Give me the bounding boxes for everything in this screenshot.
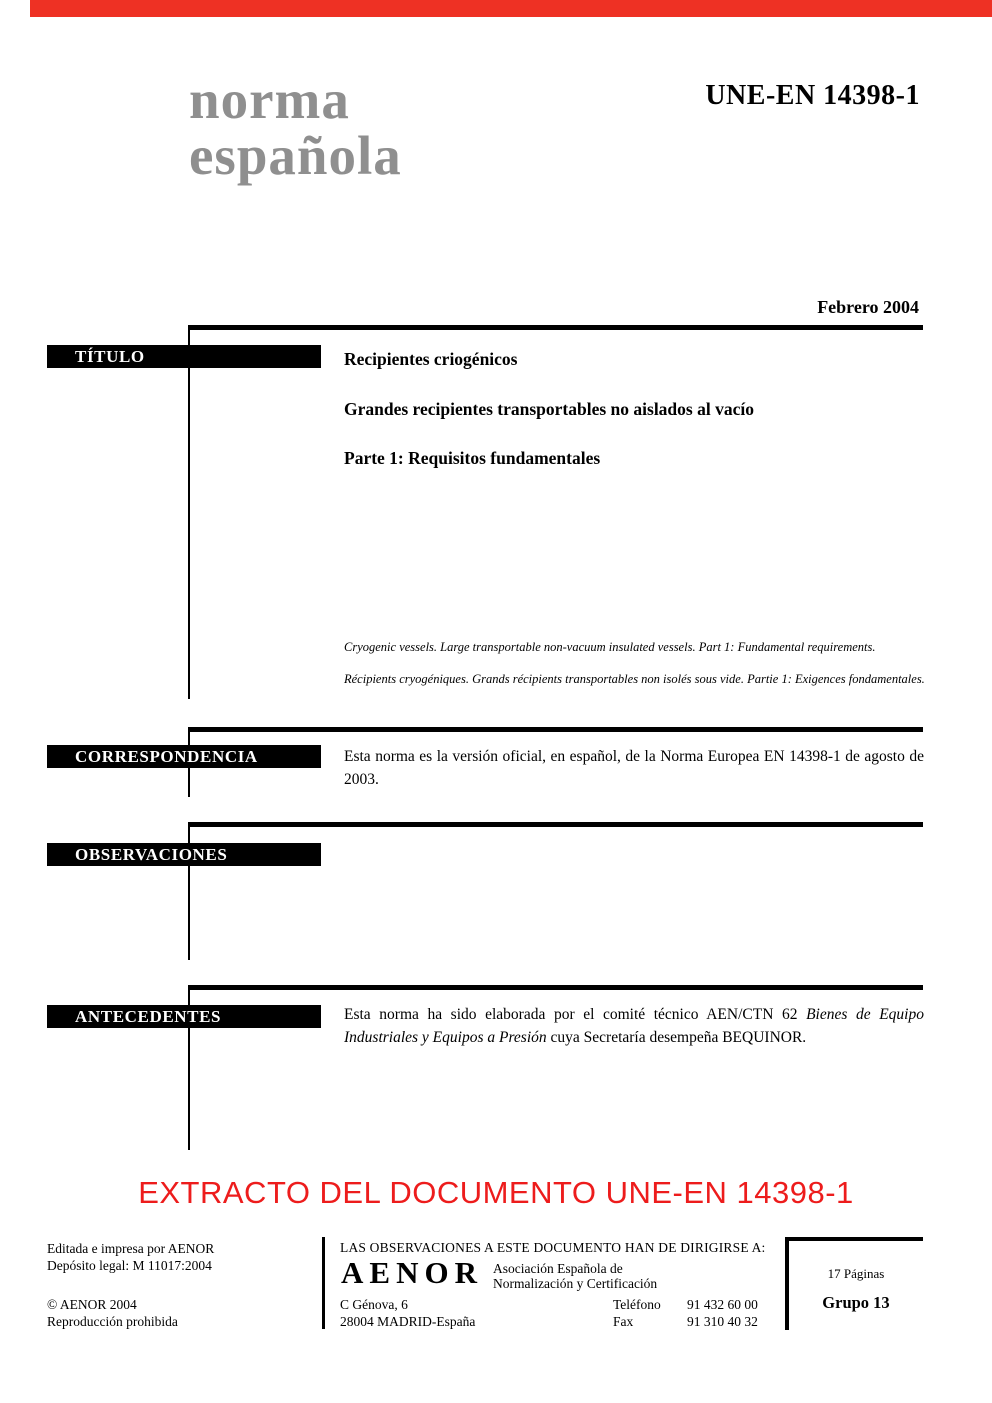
phone-fax-numbers [687,1296,758,1330]
antecedentes-body-committee-name: Bienes de Equipo Industriales y Equipos a Presión [344,1006,924,1046]
footer-imprint-line-1: Editada e impresa por AENOR [47,1241,215,1256]
fax-number: 91 310 40 32 [687,1314,758,1329]
footer-observations-notice: LAS OBSERVACIONES A ESTE DOCUMENTO HAN DE DIRIGIRSE A: [340,1240,766,1255]
antecedentes-section-bar [47,1005,321,1028]
title-translation-french: Récipients cryogéniques. Grands récipients transportables non isolés sous vide. Partie 1: Exigences fondamentales. [344,672,925,686]
antecedentes-body-prefix: Esta norma ha sido elaborada por el comité técnico AEN/CTN 62 [344,1006,807,1023]
group-number: Grupo 13 [822,1293,890,1312]
aenor-description-line-2: Normalización y Certificación [493,1276,658,1291]
footer-imprint-line-2: Depósito legal: M 11017:2004 [47,1258,212,1273]
antecedentes-body-suffix: cuya Secretaría desempeña BEQUINOR. [546,1029,807,1046]
phone-number: 91 432 60 00 [687,1297,758,1312]
title-line-2: Grandes recipientes transportables no aislados al vacío [344,399,754,419]
footer-column-divider [322,1237,325,1329]
aenor-description [493,1261,657,1291]
title-translation-english: Cryogenic vessels. Large transportable non-vacuum insulated vessels. Part 1: Fundamental requirements. [344,640,876,654]
document-code: UNE-EN 14398-1 [705,80,920,111]
footer-imprint-block [47,1240,214,1274]
aenor-address-line-2: 28004 MADRID-España [340,1314,476,1329]
publication-date: Febrero 2004 [817,297,919,317]
correspondencia-label: CORRESPONDENCIA [75,746,258,766]
phone-label: Teléfono [613,1297,661,1312]
footer-copyright-block [47,1296,178,1330]
group-box-left-border [785,1237,789,1330]
aenor-address-block [340,1296,475,1330]
titulo-section-bar [47,345,321,368]
antecedentes-top-rule [188,985,923,990]
antecedentes-body [344,1003,924,1049]
correspondencia-body: Esta norma es la versión oficial, en español, de la Norma Europea EN 14398-1 de agosto de 2003. [344,748,924,788]
footer-copyright-line: © AENOR 2004 [47,1297,137,1312]
observaciones-label: OBSERVACIONES [75,844,228,864]
wordmark-line-1: norma [189,69,350,130]
aenor-address-line-1: C Génova, 6 [340,1297,408,1312]
wordmark-line-2: española [189,125,402,186]
page-count: 17 Páginas [827,1266,885,1281]
titulo-vertical-line [188,325,190,699]
titulo-label: TÍTULO [75,346,145,366]
observaciones-section-bar [47,843,321,866]
group-box-top-border [785,1237,923,1241]
title-line-1: Recipientes criogénicos [344,349,518,369]
antecedentes-label: ANTECEDENTES [75,1006,222,1026]
extracto-headline: EXTRACTO DEL DOCUMENTO UNE-EN 14398-1 [138,1175,854,1210]
aenor-description-line-1: Asociación Española de [493,1261,623,1276]
footer-reproduction-line: Reproducción prohibida [47,1314,178,1329]
phone-fax-labels [613,1296,661,1330]
norma-espanola-wordmark [189,69,519,186]
titulo-top-rule [188,325,923,330]
correspondencia-top-rule [188,727,923,732]
observaciones-top-rule [188,822,923,827]
title-line-3: Parte 1: Requisitos fundamentales [344,448,601,468]
top-red-bar [30,0,992,17]
fax-label: Fax [613,1314,634,1329]
correspondencia-section-bar [47,745,321,768]
aenor-logotype: AENOR [341,1255,483,1290]
